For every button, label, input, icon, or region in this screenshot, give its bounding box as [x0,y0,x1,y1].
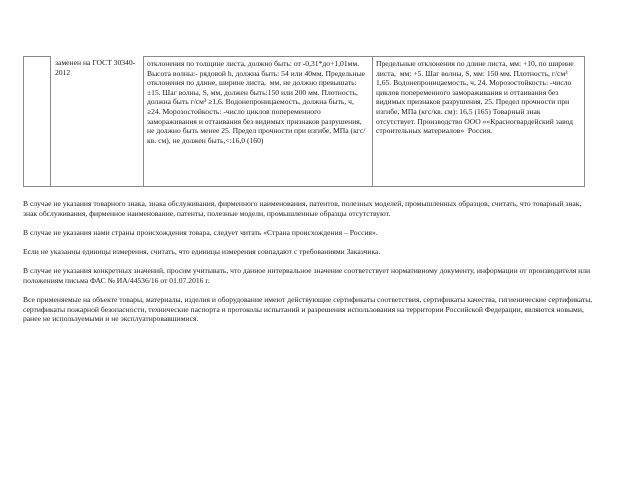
note-trademark: В случае не указания товарного знака, знака обслуживания, фирменного наименования, патентов, полезных моделей, промышленных образцов, считать, что товарный знак, знак обслуживания, фирменное наименование, патенты, полезные модели, промышленные образцы отсутствуют. [23,199,582,218]
table-row-divider [50,186,145,187]
notes-section [23,199,593,333]
requirements-text: отклонения по толщине листа, должно быть: от -0,31*до+1,01мм. Высота волны:- рядовой h, должна быть: 54 или 40мм. Предельные отклонения по длине, ширине листа, мм, не должно превышать: ±15. Шаг волны, S, мм, должен быть:150 или 200 мм. Плотность, должна быть г/см³ ≥1,6. Водонепроницаемость, должна быть, ч, ≥24. Морозостойкость: -число циклов попеременного замораживания и оттаивания без видимых признаков разрушения, не должно быть менее 25. Предел прочности при изгибе, МПа (кгс/кв. см), не должен быть,<:16,0 (160) [147,59,367,145]
status-text: заменен на ГОСТ 30340-2012 [55,58,136,77]
table-cell-number [23,56,51,187]
table-cell-offer [372,56,585,187]
note-interval-values: В случае не указания конкретных значений, просим учитывать, что данное интервальное значение соответствует нормативному документу, информации от производителя или положениям письма ФАС № ИА/44536/16 от 01.07.2016 г. [23,266,591,285]
table-cell-requirements [143,56,373,187]
note-certificates: Все применяемые на объекте товары, материалы, изделия и оборудование имеют действующие сертификаты соответствия, сертификаты качества, гигиенические сертификаты, сертификаты пожарной безопасности, технические паспорта и протоколы испытаний и разрешения использования на территории Российской Федерации, являются новыми, ранее не используемыми и не эксплуатировавшимися. [23,294,593,324]
offer-text: Предельные отклонения по длине листа, мм: +10, по ширине листа, мм: +5. Шаг волны, S, мм: 150 мм. Плотность, г/см³ 1,65. Водонепроницаемость, ч, 24. Морозостойкость: -число циклов попеременного замораживания и оттаивания без видимых признаков разрушения, 25. Предел прочности при изгибе, МПа (кгс/кв. см): 16,5 (165) Товарный знак отсутствует. Производство ООО ««Красногвардейский завод строительных материалов» Россия. [376,59,576,136]
table-cell-status [50,56,142,187]
note-units: Если не указанны единицы измерения, считать, что единицы измерения совпадают с требованиями Заказчика. [23,246,381,256]
note-country-of-origin: В случае не указания нами страны происхождения товара, следует читать «Страна происхождения – Россия». [23,227,378,237]
